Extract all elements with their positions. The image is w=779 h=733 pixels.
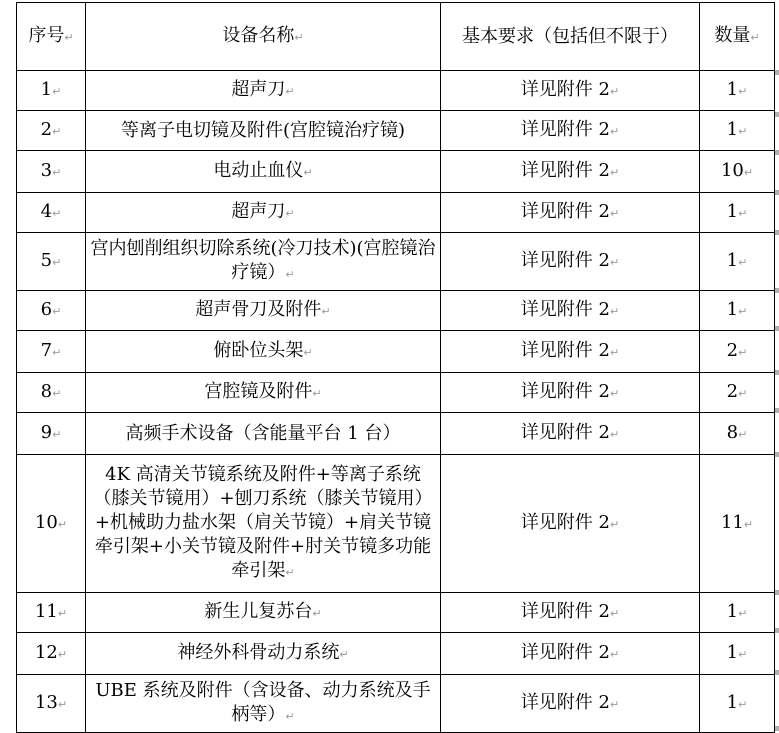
table-row bbox=[17, 193, 775, 233]
cell-name: 新生儿复苏台 ↵ bbox=[86, 593, 441, 633]
cell-name: 电动止血仪 ↵ bbox=[86, 151, 441, 193]
table-row bbox=[17, 71, 775, 111]
cell-name: 宫腔镜及附件 ↵ bbox=[86, 373, 441, 413]
cell-no: 2 ↵ bbox=[17, 111, 86, 151]
cell-qty: 1 ↵ bbox=[700, 193, 775, 233]
cell-name: 超声骨刀及附件 ↵ bbox=[86, 291, 441, 331]
header-cell-req: 基本要求（包括但不限于） bbox=[441, 3, 700, 71]
cell-name: 俯卧位头架 ↵ bbox=[86, 331, 441, 373]
cell-req: 详见附件 2 ↵ bbox=[441, 193, 700, 233]
cell-req: 详见附件 2 ↵ bbox=[441, 331, 700, 373]
cell-req: 详见附件 2 ↵ bbox=[441, 233, 700, 291]
table-row bbox=[17, 151, 775, 193]
cell-name: 高频手术设备（含能量平台 1 台） bbox=[86, 413, 441, 455]
cell-name: UBE 系统及附件（含设备、动力系统及手柄等） ↵ bbox=[86, 675, 441, 733]
cell-req: 详见附件 2 ↵ bbox=[441, 111, 700, 151]
cell-qty: 8 ↵ bbox=[700, 413, 775, 455]
cell-req: 详见附件 2 ↵ bbox=[441, 633, 700, 675]
table-row bbox=[17, 291, 775, 331]
cell-no: 9 ↵ bbox=[17, 413, 86, 455]
cell-qty: 11 ↵ bbox=[700, 455, 775, 593]
cell-no: 12 ↵ bbox=[17, 633, 86, 675]
cell-qty: 1 ↵ bbox=[700, 71, 775, 111]
table-row bbox=[17, 593, 775, 633]
equipment-table bbox=[16, 2, 775, 733]
cell-req: 详见附件 2 ↵ bbox=[441, 151, 700, 193]
cell-no: 11 ↵ bbox=[17, 593, 86, 633]
cell-req: 详见附件 2 ↵ bbox=[441, 291, 700, 331]
cell-qty: 1 ↵ bbox=[700, 593, 775, 633]
cell-no: 1 ↵ bbox=[17, 71, 86, 111]
cell-no: 8 ↵ bbox=[17, 373, 86, 413]
cell-req: 详见附件 2 ↵ bbox=[441, 413, 700, 455]
cell-no: 7 ↵ bbox=[17, 331, 86, 373]
cell-req: 详见附件 2 ↵ bbox=[441, 455, 700, 593]
cell-req: 详见附件 2 ↵ bbox=[441, 675, 700, 733]
cell-name: 宫内刨削组织切除系统(冷刀技术)(宫腔镜治疗镜） ↵ bbox=[86, 233, 441, 291]
cell-qty: 1 ↵ bbox=[700, 233, 775, 291]
cell-no: 13 ↵ bbox=[17, 675, 86, 733]
cell-qty: 2 ↵ bbox=[700, 331, 775, 373]
table-row bbox=[17, 633, 775, 675]
cell-req: 详见附件 2 ↵ bbox=[441, 71, 700, 111]
cell-no: 6 ↵ bbox=[17, 291, 86, 331]
cell-qty: 10 ↵ bbox=[700, 151, 775, 193]
cell-qty: 2 ↵ bbox=[700, 373, 775, 413]
cell-req: 详见附件 2 ↵ bbox=[441, 593, 700, 633]
table-row bbox=[17, 455, 775, 593]
cell-qty: 1 ↵ bbox=[700, 291, 775, 331]
row-boundary-markers bbox=[775, 0, 779, 732]
cell-req: 详见附件 2 ↵ bbox=[441, 373, 700, 413]
cell-name: 超声刀 ↵ bbox=[86, 193, 441, 233]
cell-qty: 1 ↵ bbox=[700, 111, 775, 151]
table-row bbox=[17, 373, 775, 413]
cell-name: 4K 高清关节镜系统及附件+等离子系统（膝关节镜用）+刨刀系统（膝关节镜用）+机械助力盐水架（肩关节镜）+肩关节镜牵引架+小关节镜及附件+肘关节镜多功能牵引架 ↵ bbox=[86, 455, 441, 593]
cell-qty: 1 ↵ bbox=[700, 675, 775, 733]
cell-qty: 1 ↵ bbox=[700, 633, 775, 675]
header-cell-name: 设备名称 ↵ bbox=[86, 3, 441, 71]
cell-no: 3 ↵ bbox=[17, 151, 86, 193]
header-cell-no: 序号 ↵ bbox=[17, 3, 86, 71]
cell-no: 4 ↵ bbox=[17, 193, 86, 233]
table-row bbox=[17, 233, 775, 291]
cell-name: 等离子电切镜及附件(宫腔镜治疗镜) bbox=[86, 111, 441, 151]
table-row bbox=[17, 413, 775, 455]
table-row bbox=[17, 111, 775, 151]
table-row bbox=[17, 675, 775, 733]
cell-no: 5 ↵ bbox=[17, 233, 86, 291]
table-row bbox=[17, 331, 775, 373]
cell-name: 超声刀 ↵ bbox=[86, 71, 441, 111]
header-cell-qty: 数量 ↵ bbox=[700, 3, 775, 71]
table-header-row bbox=[17, 3, 775, 71]
cell-name: 神经外科骨动力系统 ↵ bbox=[86, 633, 441, 675]
cell-no: 10 ↵ bbox=[17, 455, 86, 593]
